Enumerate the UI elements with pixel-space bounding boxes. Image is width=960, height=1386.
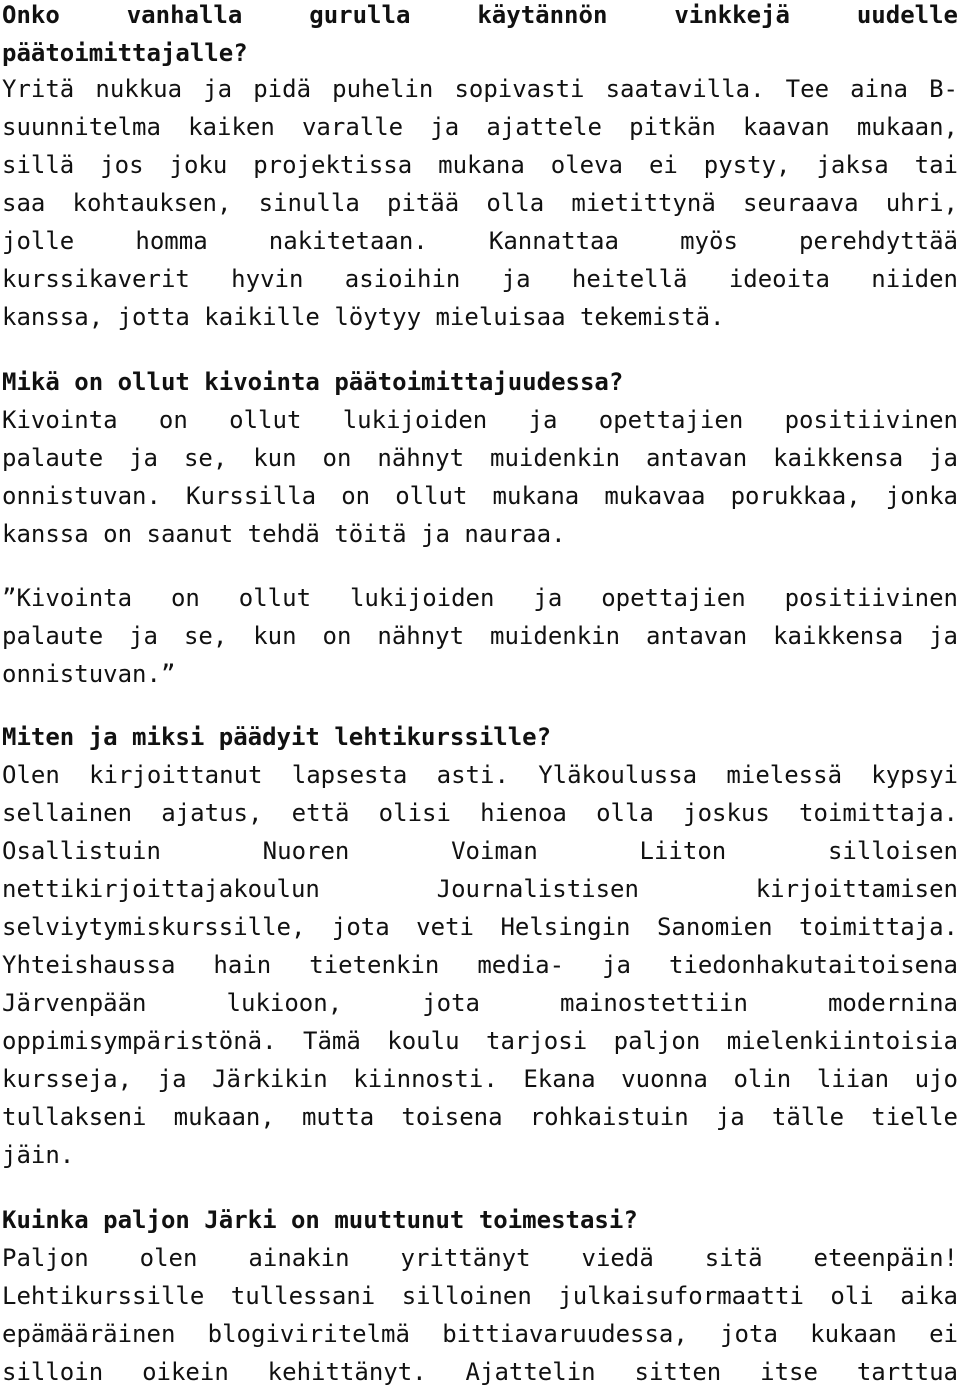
text-line: Paljon olen ainakin yrittänyt viedä sitä eteenpäin! — [2, 1244, 958, 1272]
text-line: nettikirjoittajakoulun Journalistisen kirjoittamisen — [2, 875, 958, 903]
text-line: kursseja, ja Järkikin kiinnosti. Ekana vuonna olin liian ujo — [2, 1065, 958, 1093]
text-line: kanssa, jotta kaikille löytyy mieluisaa tekemistä. — [2, 303, 725, 331]
text-line: Lehtikurssille tullessani silloinen julkaisuformaatti oli aika — [2, 1282, 958, 1310]
text-line: Olen kirjoittanut lapsesta asti. Yläkoulussa mielessä kypsyi — [2, 761, 958, 789]
text-line: Onko vanhalla gurulla käytännön vinkkejä uudelle — [2, 1, 958, 29]
text-line: selviytymiskurssille, jota veti Helsingin Sanomien toimittaja. — [2, 913, 958, 941]
question-how-much-jarki-changed — [2, 1201, 958, 1239]
text-line: sellainen ajatus, että olisi hienoa olla joskus toimittaja. — [2, 799, 958, 827]
text-line: päätoimittajalle? — [2, 39, 248, 67]
text-line: Yritä nukkua ja pidä puhelin sopivasti saatavilla. Tee aina B- — [2, 75, 958, 103]
question-advice-for-new-editor — [2, 0, 958, 72]
text-line: saa kohtauksen, sinulla pitää olla mietittynä seuraava uhri, — [2, 189, 958, 217]
text-line: sillä jos joku projektissa mukana oleva ei pysty, jaksa tai — [2, 151, 958, 179]
question-why-journalism-course — [2, 718, 958, 756]
text-line: jolle homma nakitetaan. Kannattaa myös perehdyttää — [2, 227, 958, 255]
text-line: suunnitelma kaiken varalle ja ajattele pitkän kaavan mukaan, — [2, 113, 958, 141]
pull-quote — [2, 579, 958, 693]
text-line: kanssa on saanut tehdä töitä ja nauraa. — [2, 520, 566, 548]
answer-best-part-of-editorship — [2, 401, 958, 553]
text-line: Miten ja miksi päädyit lehtikurssille? — [2, 723, 552, 751]
text-line: tullakseni mukaan, mutta toisena rohkaistuin ja tälle tielle — [2, 1103, 958, 1131]
text-line: Kuinka paljon Järki on muuttunut toimestasi? — [2, 1206, 638, 1234]
answer-advice-for-new-editor — [2, 70, 958, 336]
answer-how-much-jarki-changed — [2, 1239, 958, 1386]
text-line: palaute ja se, kun on nähnyt muidenkin antavan kaikkensa ja — [2, 622, 958, 650]
text-line: Mikä on ollut kivointa päätoimittajuudessa? — [2, 368, 624, 396]
text-line: oppimisympäristönä. Tämä koulu tarjosi paljon mielenkiintoisia — [2, 1027, 958, 1055]
answer-why-journalism-course — [2, 756, 958, 1174]
text-line: Järvenpään lukioon, jota mainostettiin modernina — [2, 989, 958, 1017]
text-line: Yhteishaussa hain tietenkin media- ja tiedonhakutaitoisena — [2, 951, 958, 979]
text-line: silloin oikein kehittänyt. Ajattelin sitten itse tarttua — [2, 1358, 958, 1386]
text-line: onnistuvan.” — [2, 660, 176, 688]
text-line: epämääräinen blogiviritelmä bittiavaruudessa, jota kukaan ei — [2, 1320, 958, 1348]
text-line: onnistuvan. Kurssilla on ollut mukana mukavaa porukkaa, jonka — [2, 482, 958, 510]
text-line: Kivointa on ollut lukijoiden ja opettajien positiivinen — [2, 406, 958, 434]
question-best-part-of-editorship — [2, 363, 958, 401]
text-line: ”Kivointa on ollut lukijoiden ja opettajien positiivinen — [2, 584, 958, 612]
text-line: jäin. — [2, 1141, 75, 1169]
text-line: kurssikaverit hyvin asioihin ja heitellä ideoita niiden — [2, 265, 958, 293]
text-line: Osallistuin Nuoren Voiman Liiton silloisen — [2, 837, 958, 865]
text-line: palaute ja se, kun on nähnyt muidenkin antavan kaikkensa ja — [2, 444, 958, 472]
